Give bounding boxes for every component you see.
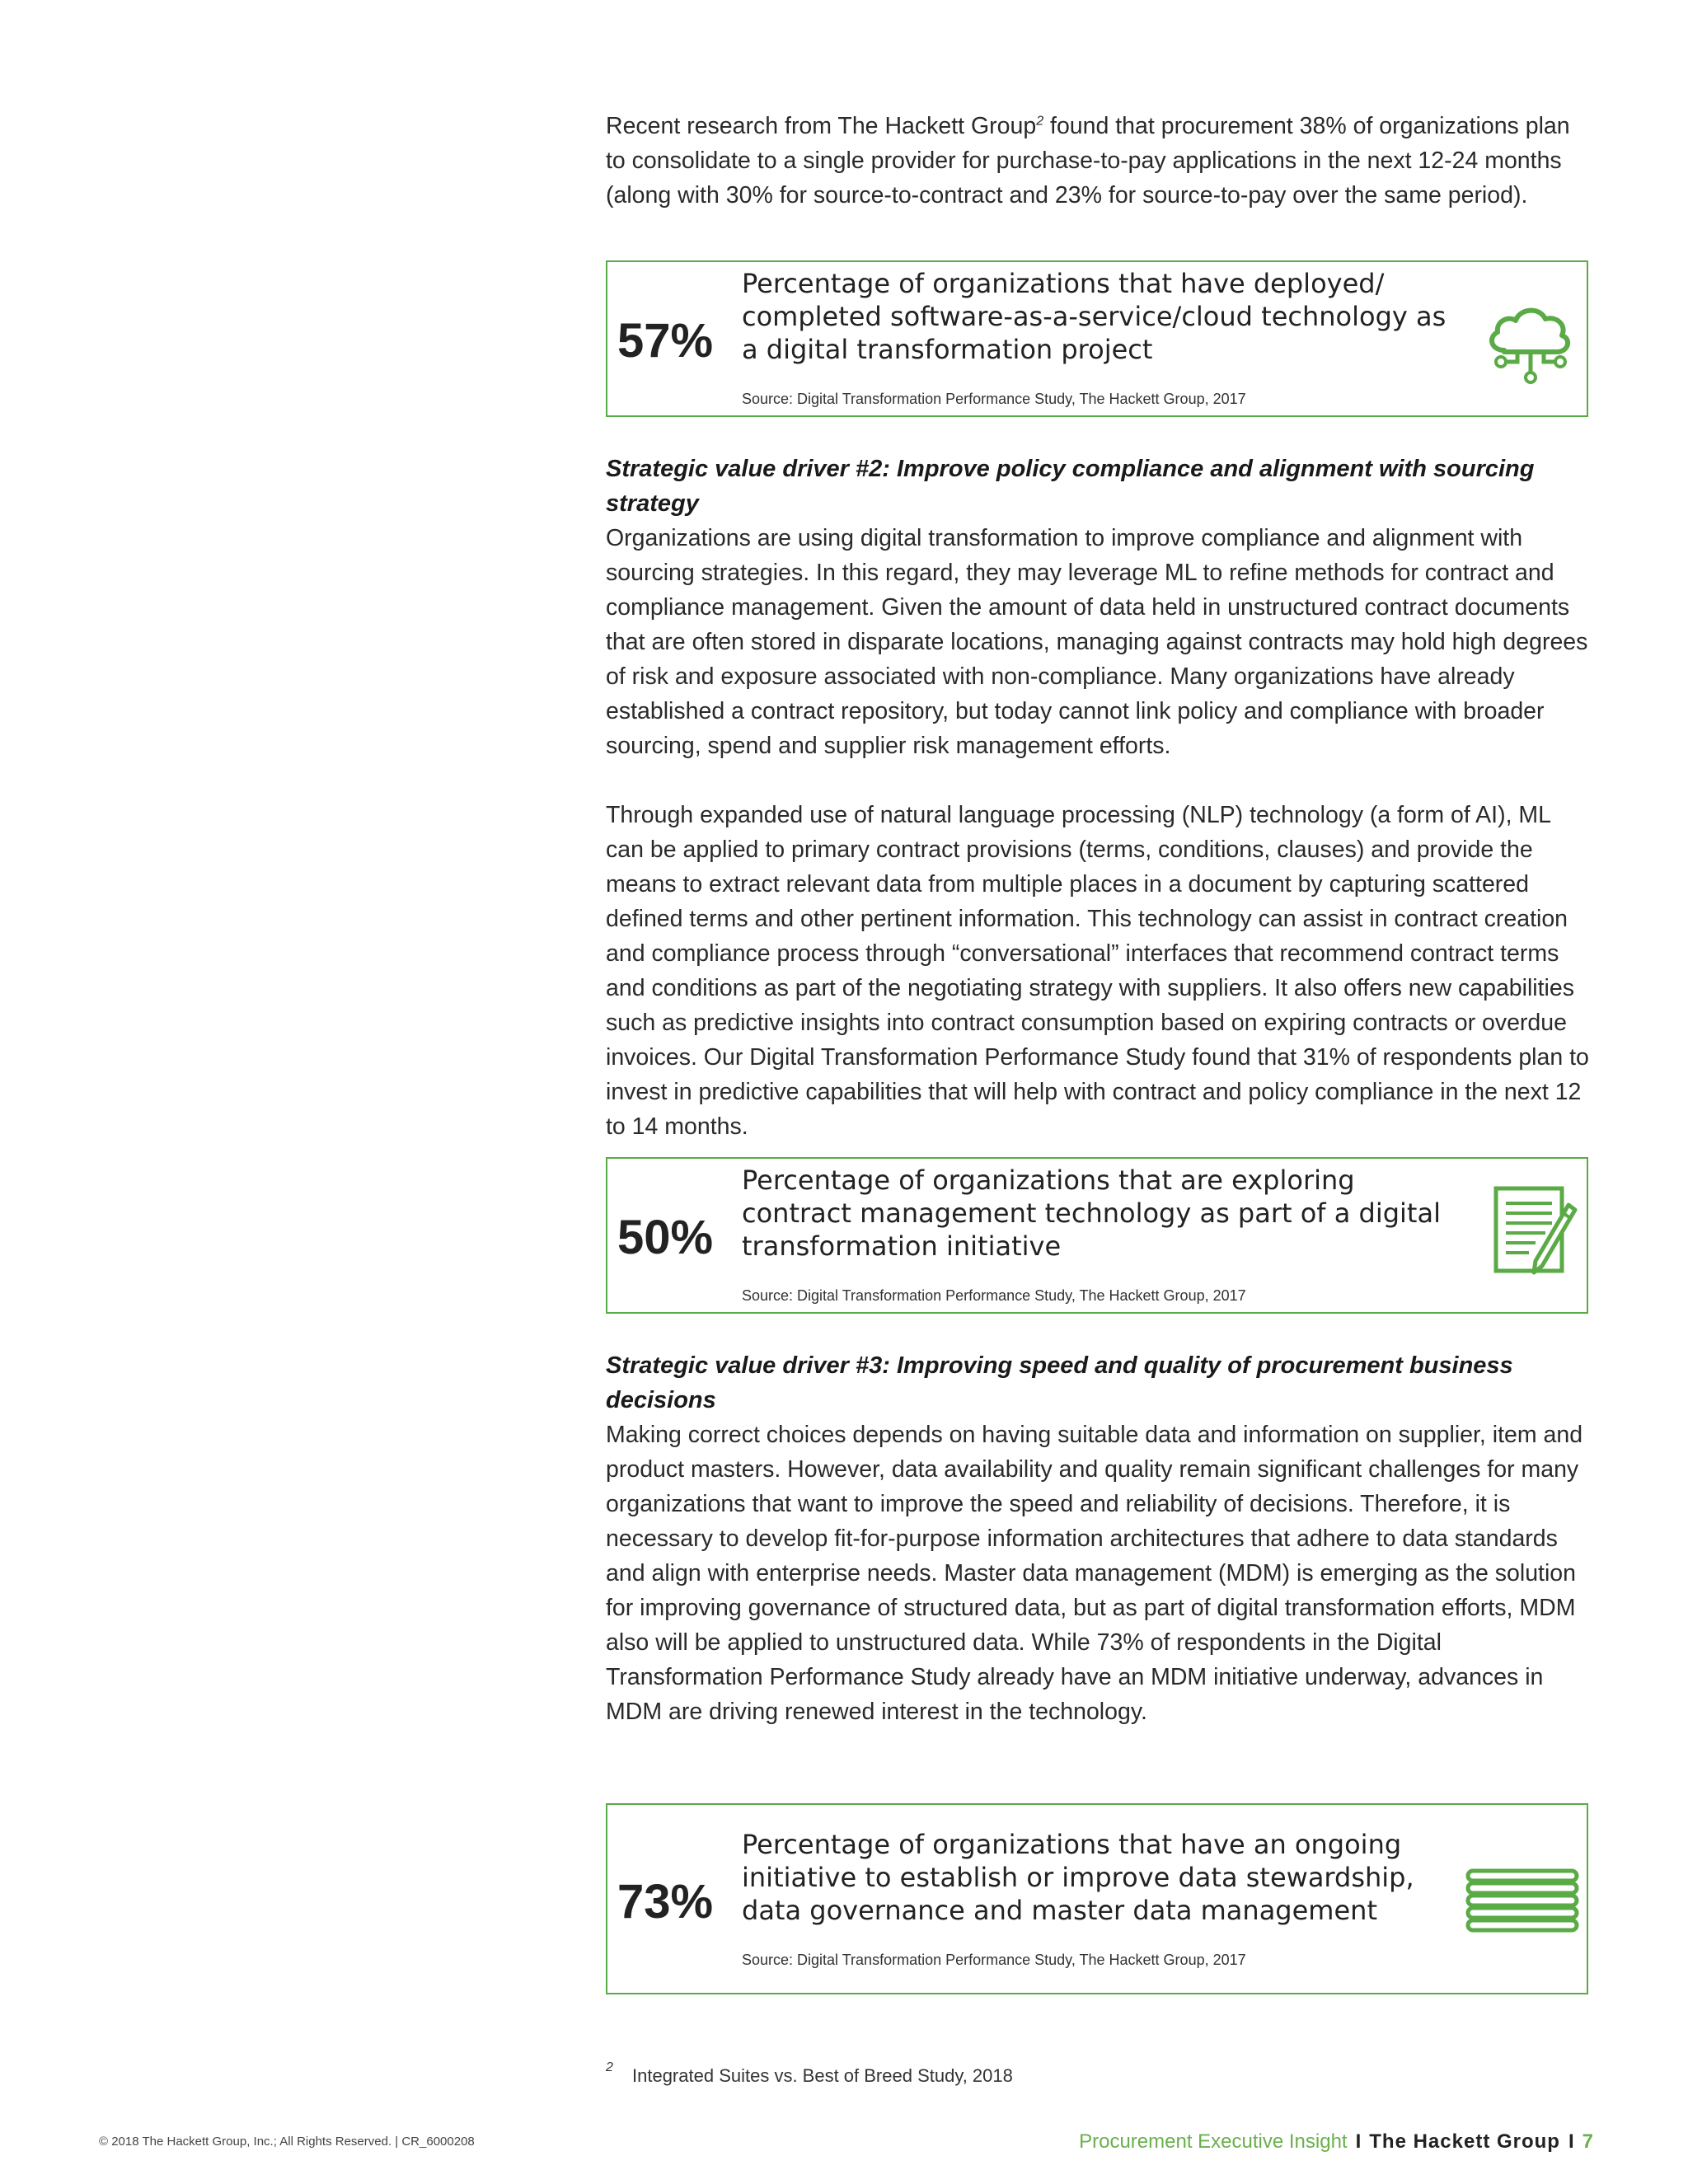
driver2-section <box>606 452 1591 1144</box>
stat-source: Source: Digital Transformation Performance Study, The Hackett Group, 2017 <box>742 1287 1246 1304</box>
company-name: The Hackett Group <box>1369 2130 1560 2153</box>
document-pencil-icon <box>1488 1183 1578 1282</box>
body-paragraph: Making correct choices depends on having suitable data and information on supplier, item and product masters. However, data availability and quality remain significant challenges for many organizations that want to improve the speed and reliability of decisions. Therefore, it is necessary to develop fit-for-purpose information architectures that adhere to data standards and align with enterprise needs. Master data management (MDM) is emerging as the solution for improving governance of structured data, but as part of digital transformation efforts, MDM also will be applied to unstructured data. While 73% of respondents in the Digital Transformation Performance Study already have an MDM initiative underway, advances in MDM are driving renewed interest in the technology. <box>606 1422 1583 1725</box>
intro-text: Recent research from The Hackett Group <box>606 113 1037 139</box>
stat-description: Percentage of organizations that have an ongoing initiative to establish or improve data stewardship, data governance and master data management <box>742 1829 1414 1926</box>
stat-callout-saas <box>606 260 1588 417</box>
footnote-text: Integrated Suites vs. Best of Breed Study, 2018 <box>632 2065 1013 2086</box>
stat-source: Source: Digital Transformation Performance Study, The Hackett Group, 2017 <box>742 1952 1246 1968</box>
stat-source: Source: Digital Transformation Performance Study, The Hackett Group, 2017 <box>742 391 1246 407</box>
intro-section <box>606 109 1591 213</box>
stat-callout-contract <box>606 1157 1588 1314</box>
footer-separator: I <box>1355 2130 1362 2153</box>
intro-paragraph <box>606 109 1591 213</box>
intro-text-cont: found that procurement 38% of organizations plan to consolidate to a single provider for purchase-to-pay applications in the next 12-24 months (along with 30% for source-to-contract and 23% for source-to-pay over the same period). <box>606 113 1570 209</box>
body-paragraph: Through expanded use of natural language processing (NLP) technology (a form of AI), ML can be applied to primary contract provisions (terms, conditions, clauses) and provide the means to extract relevant data from multiple places in a document by capturing scattered defined terms and other pertinent information. This technology can assist in contract creation and compliance process through “conversational” interfaces that recommend contract terms and conditions as part of the negotiating strategy with suppliers. It also offers new capabilities such as predictive insights into contract consumption based on expiring contracts or overdue invoices. Our Digital Transformation Performance Study found that 31% of respondents plan to invest in predictive capabilities that will help with contract and policy compliance in the next 12 to 14 months. <box>606 802 1589 1140</box>
section-heading: Strategic value driver #3: Improving speed and quality of procurement business decisions <box>606 1352 1513 1413</box>
stat-callout-mdm <box>606 1803 1588 1994</box>
section-heading: Strategic value driver #2: Improve policy compliance and alignment with sourcing strategy <box>606 456 1535 517</box>
cloud-network-icon <box>1481 291 1580 390</box>
footer-separator: I <box>1568 2130 1574 2153</box>
stat-description: Percentage of organizations that are exploring contract management technology as part of a digital transformation initiative <box>742 1165 1441 1262</box>
footnote-ref[interactable]: 2 <box>1036 114 1044 129</box>
publication-name: Procurement Executive Insight <box>1079 2130 1348 2153</box>
stat-percent: 50% <box>617 1211 714 1264</box>
driver3-section <box>606 1348 1591 1729</box>
page-number: 7 <box>1582 2130 1593 2153</box>
footer-copyright: © 2018 The Hackett Group, Inc.; All Rights Reserved. | CR_6000208 <box>99 2135 475 2149</box>
footnote-mark: 2 <box>606 2060 613 2074</box>
body-paragraph: Organizations are using digital transformation to improve compliance and alignment with sourcing strategies. In this regard, they may leverage ML to refine methods for contract and compliance management. Given the amount of data held in unstructured contract documents that are often stored in disparate locations, managing against contracts may hold high degrees of risk and exposure associated with non-compliance. Many organizations have already established a contract repository, but today cannot link policy and compliance with broader sourcing, spend and supplier risk management efforts. <box>606 525 1588 759</box>
footer-publication-info <box>1079 2130 1593 2154</box>
stat-description: Percentage of organizations that have deployed/ completed software-as-a-service/cloud technology as a digital transformation project <box>742 268 1447 365</box>
stat-percent: 73% <box>617 1875 714 1929</box>
stat-percent: 57% <box>617 314 714 368</box>
database-stack-icon <box>1465 1868 1580 1933</box>
